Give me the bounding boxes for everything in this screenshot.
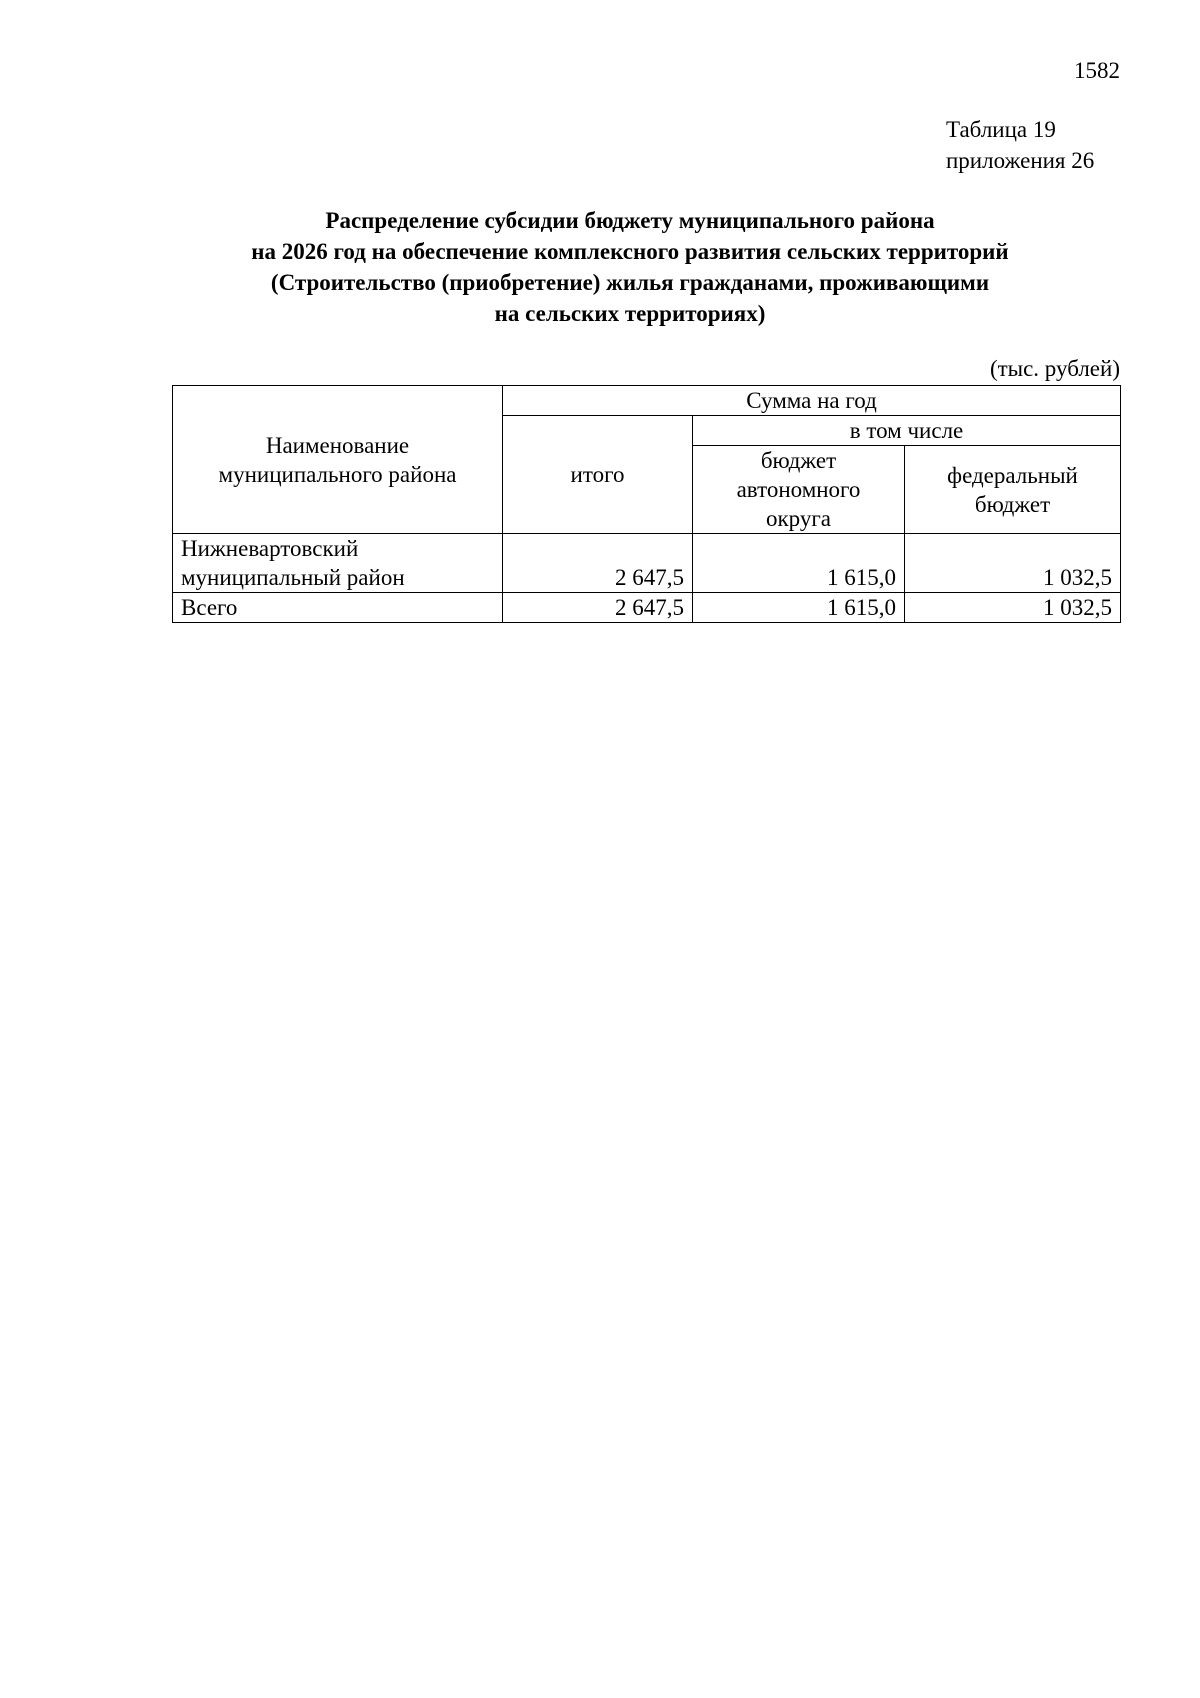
subsidy-table	[172, 385, 1121, 623]
table-ref-line: приложения 26	[946, 148, 1095, 173]
title-line: (Строительство (приобретение) жилья гражданами, проживающими	[270, 270, 990, 295]
title-line: на сельских территориях)	[494, 301, 766, 326]
total-label: Всего	[173, 593, 503, 623]
district-name-line: муниципальный район	[181, 565, 405, 590]
table-row	[173, 534, 1121, 593]
cell-total: 2 647,5	[503, 534, 693, 593]
district-name-line: Нижневартовский	[181, 536, 359, 561]
title-line: на 2026 год на обеспечение комплексного развития сельских территорий	[251, 239, 1009, 264]
header-including: в том числе	[693, 416, 1121, 446]
total-sum: 2 647,5	[503, 593, 693, 623]
total-row	[173, 593, 1121, 623]
header-row	[173, 386, 1121, 416]
table-ref-line: Таблица 19	[946, 117, 1056, 142]
header-okrug-budget: бюджет автономного округа	[693, 446, 905, 534]
table-reference	[946, 114, 1094, 176]
header-sum-year: Сумма на год	[503, 386, 1121, 416]
title-line: Распределение субсидии бюджету муниципального района	[325, 208, 935, 233]
total-federal: 1 032,5	[905, 593, 1121, 623]
header-name: Наименование муниципального района	[173, 386, 503, 534]
header-total: итого	[503, 416, 693, 534]
cell-okrug: 1 615,0	[693, 534, 905, 593]
header-federal-budget: федеральный бюджет	[905, 446, 1121, 534]
units-label: (тыс. рублей)	[989, 356, 1120, 381]
page-number: 1582	[1074, 58, 1120, 83]
document-title	[150, 205, 1110, 329]
total-okrug: 1 615,0	[693, 593, 905, 623]
cell-federal: 1 032,5	[905, 534, 1121, 593]
district-name	[173, 534, 503, 593]
